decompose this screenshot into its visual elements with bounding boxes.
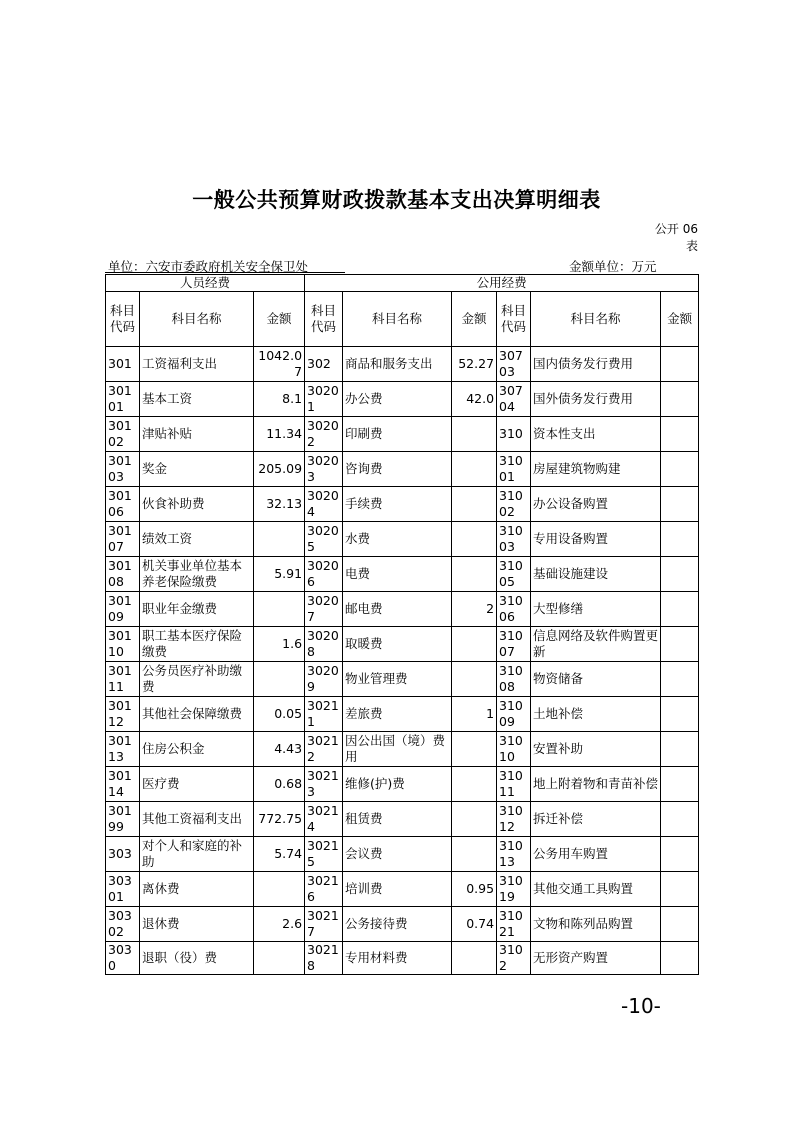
name-cell: 咨询费 [343,452,452,487]
code-cell: 30215 [305,837,343,872]
amount-cell [452,662,497,697]
code-cell: 30203 [305,452,343,487]
code-cell: 31005 [497,557,531,592]
amount-cell [661,417,699,452]
group-personnel: 人员经费 [106,275,305,292]
name-cell: 津贴补贴 [140,417,254,452]
table-row [106,697,699,732]
name-cell: 对个人和家庭的补助 [140,837,254,872]
amount-cell [452,942,497,975]
name-cell: 信息网络及软件购置更新 [531,627,661,662]
table-row [106,662,699,697]
amount-cell [661,347,699,382]
code-cell: 31007 [497,627,531,662]
name-cell: 资本性支出 [531,417,661,452]
table-row [106,802,699,837]
name-cell: 物资储备 [531,662,661,697]
code-cell: 30201 [305,382,343,417]
table-row [106,417,699,452]
code-cell: 31010 [497,732,531,767]
group-header-row [106,275,699,292]
table-row [106,487,699,522]
header-name: 科目名称 [531,292,661,347]
amount-cell: 11.34 [254,417,305,452]
name-cell: 土地补偿 [531,697,661,732]
code-cell: 30301 [106,872,140,907]
table-row [106,557,699,592]
amount-cell [452,732,497,767]
code-cell: 30108 [106,557,140,592]
code-cell: 31002 [497,487,531,522]
code-cell: 301 [106,347,140,382]
name-cell: 公务员医疗补助缴费 [140,662,254,697]
table-row [106,592,699,627]
code-cell: 30106 [106,487,140,522]
name-cell: 工资福利支出 [140,347,254,382]
amount-cell [452,802,497,837]
code-cell: 30110 [106,627,140,662]
name-cell: 机关事业单位基本养老保险缴费 [140,557,254,592]
code-cell: 31011 [497,767,531,802]
code-cell: 30218 [305,942,343,975]
amount-cell [661,732,699,767]
amount-cell: 0.05 [254,697,305,732]
amount-cell: 5.74 [254,837,305,872]
name-cell: 文物和陈列品购置 [531,907,661,942]
code-cell: 30101 [106,382,140,417]
amount-cell [452,557,497,592]
code-cell: 30112 [106,697,140,732]
code-cell: 31021 [497,907,531,942]
code-cell: 30102 [106,417,140,452]
amount-cell [254,522,305,557]
code-cell: 30302 [106,907,140,942]
form-code-line2: 表 [685,239,698,253]
form-code [655,221,698,255]
name-cell: 医疗费 [140,767,254,802]
unit-label: 单位：六安市委政府机关安全保卫处 [108,259,309,274]
name-cell: 因公出国（境）费用 [343,732,452,767]
amount-cell: 205.09 [254,452,305,487]
amount-cell [254,662,305,697]
column-header-row [106,292,699,347]
amount-cell: 4.43 [254,732,305,767]
name-cell: 绩效工资 [140,522,254,557]
table-row [106,382,699,417]
amount-cell [661,487,699,522]
name-cell: 邮电费 [343,592,452,627]
table-row [106,837,699,872]
header-amount: 金额 [254,292,305,347]
name-cell: 会议费 [343,837,452,872]
name-cell: 住房公积金 [140,732,254,767]
table-row [106,347,699,382]
header-name: 科目名称 [140,292,254,347]
name-cell: 地上附着物和青苗补偿 [531,767,661,802]
amount-cell: 1.6 [254,627,305,662]
code-cell: 30209 [305,662,343,697]
table-row [106,627,699,662]
code-cell: 30213 [305,767,343,802]
name-cell: 伙食补助费 [140,487,254,522]
code-cell: 31008 [497,662,531,697]
code-cell: 30216 [305,872,343,907]
amount-cell [661,837,699,872]
code-cell: 31003 [497,522,531,557]
amount-cell: 42.0 [452,382,497,417]
code-cell: 30109 [106,592,140,627]
amount-cell: 32.13 [254,487,305,522]
amount-cell [661,522,699,557]
form-code-line1: 公开 06 [654,222,698,236]
amount-cell: 2.6 [254,907,305,942]
name-cell: 大型修缮 [531,592,661,627]
amount-cell [452,627,497,662]
name-cell: 培训费 [343,872,452,907]
name-cell: 办公设备购置 [531,487,661,522]
expenditure-table [105,274,699,975]
name-cell: 基本工资 [140,382,254,417]
amount-cell [661,592,699,627]
table-row [106,767,699,802]
name-cell: 水费 [343,522,452,557]
table-row [106,942,699,975]
code-cell: 30214 [305,802,343,837]
header-name: 科目名称 [343,292,452,347]
page-title: 一般公共预算财政拨款基本支出决算明细表 [192,188,601,212]
name-cell: 其他工资福利支出 [140,802,254,837]
amount-cell [452,417,497,452]
amount-cell [661,557,699,592]
amount-cell [254,592,305,627]
header-amount: 金额 [452,292,497,347]
code-cell: 30199 [106,802,140,837]
name-cell: 无形资产购置 [531,942,661,975]
code-cell: 303 [106,837,140,872]
name-cell: 离休费 [140,872,254,907]
amount-cell: 0.68 [254,767,305,802]
name-cell: 奖金 [140,452,254,487]
table-row [106,732,699,767]
amount-cell: 0.95 [452,872,497,907]
table-row [106,522,699,557]
amount-cell: 1042.07 [254,347,305,382]
name-cell: 职业年金缴费 [140,592,254,627]
amount-cell [254,872,305,907]
amount-cell [661,767,699,802]
code-cell: 302 [305,347,343,382]
code-cell: 30212 [305,732,343,767]
amount-cell: 8.1 [254,382,305,417]
name-cell: 基础设施建设 [531,557,661,592]
name-cell: 商品和服务支出 [343,347,452,382]
name-cell: 公务接待费 [343,907,452,942]
amount-cell: 2 [452,592,497,627]
header-code: 科目代码 [497,292,531,347]
amount-cell: 1 [452,697,497,732]
code-cell: 30202 [305,417,343,452]
name-cell: 职工基本医疗保险缴费 [140,627,254,662]
name-cell: 拆迁补偿 [531,802,661,837]
name-cell: 国外债务发行费用 [531,382,661,417]
amount-unit-label: 金额单位：万元 [569,259,657,274]
amount-cell [661,382,699,417]
name-cell: 其他社会保障缴费 [140,697,254,732]
name-cell: 公务用车购置 [531,837,661,872]
code-cell: 3030 [106,942,140,975]
page-number: -10- [621,994,661,1018]
code-cell: 30107 [106,522,140,557]
name-cell: 退休费 [140,907,254,942]
name-cell: 专用设备购置 [531,522,661,557]
name-cell: 租赁费 [343,802,452,837]
amount-cell: 5.91 [254,557,305,592]
name-cell: 专用材料费 [343,942,452,975]
name-cell: 电费 [343,557,452,592]
amount-cell [661,907,699,942]
name-cell: 印刷费 [343,417,452,452]
code-cell: 30111 [106,662,140,697]
code-cell: 31019 [497,872,531,907]
code-cell: 30113 [106,732,140,767]
amount-cell [661,627,699,662]
amount-cell [661,942,699,975]
code-cell: 31012 [497,802,531,837]
code-cell: 30704 [497,382,531,417]
name-cell: 物业管理费 [343,662,452,697]
table-row [106,452,699,487]
name-cell: 差旅费 [343,697,452,732]
code-cell: 31009 [497,697,531,732]
unit-underline [105,272,345,273]
code-cell: 31006 [497,592,531,627]
code-cell: 31013 [497,837,531,872]
code-cell: 310 [497,417,531,452]
amount-cell [452,767,497,802]
name-cell: 办公费 [343,382,452,417]
code-cell: 30208 [305,627,343,662]
code-cell: 30204 [305,487,343,522]
amount-cell [661,452,699,487]
header-code: 科目代码 [305,292,343,347]
name-cell: 房屋建筑物购建 [531,452,661,487]
code-cell: 30103 [106,452,140,487]
amount-cell [254,942,305,975]
amount-cell [452,487,497,522]
name-cell: 安置补助 [531,732,661,767]
table-row [106,872,699,907]
header-amount: 金额 [661,292,699,347]
amount-cell: 0.74 [452,907,497,942]
amount-cell [452,522,497,557]
name-cell: 其他交通工具购置 [531,872,661,907]
amount-cell [661,802,699,837]
name-cell: 退职（役）费 [140,942,254,975]
name-cell: 取暖费 [343,627,452,662]
header-code: 科目代码 [106,292,140,347]
group-public: 公用经费 [305,275,699,292]
amount-cell [661,697,699,732]
name-cell: 维修(护)费 [343,767,452,802]
code-cell: 31001 [497,452,531,487]
amount-cell [661,872,699,907]
code-cell: 30211 [305,697,343,732]
name-cell: 手续费 [343,487,452,522]
code-cell: 30703 [497,347,531,382]
code-cell: 30206 [305,557,343,592]
amount-cell [661,662,699,697]
amount-cell: 772.75 [254,802,305,837]
code-cell: 30207 [305,592,343,627]
table-row [106,907,699,942]
amount-cell: 52.27 [452,347,497,382]
amount-cell [452,452,497,487]
code-cell: 30114 [106,767,140,802]
code-cell: 3102 [497,942,531,975]
name-cell: 国内债务发行费用 [531,347,661,382]
code-cell: 30205 [305,522,343,557]
amount-cell [452,837,497,872]
code-cell: 30217 [305,907,343,942]
